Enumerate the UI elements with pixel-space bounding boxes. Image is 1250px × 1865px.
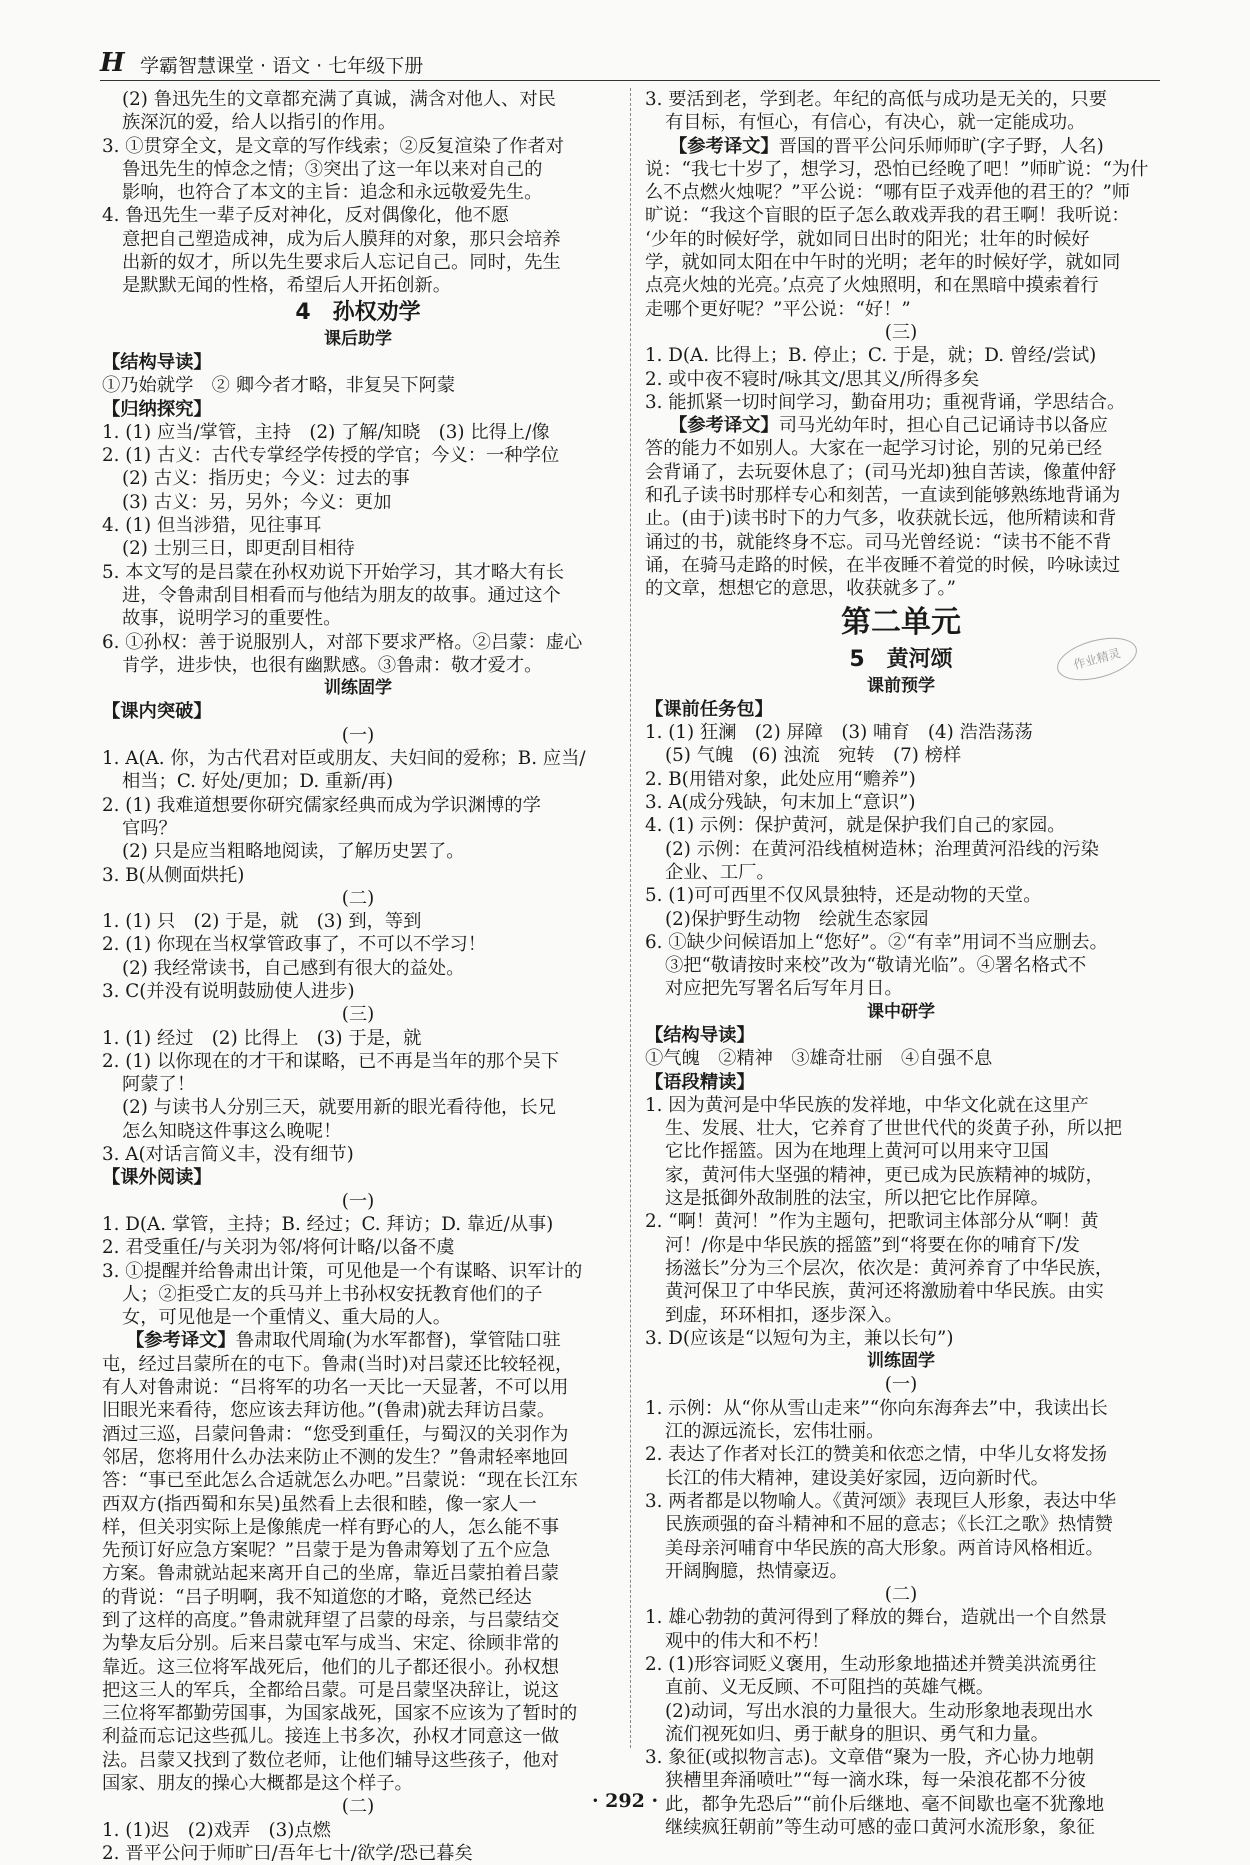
page-number: · 292 · <box>591 1790 659 1812</box>
section-title: 课中研学 <box>867 1001 935 1022</box>
text-span: 晋国的晋平公问乐师师旷(字子野，人名) <box>778 135 1104 157</box>
text-line: (2) 我经常读书，自己感到有很大的益处。 <box>122 957 465 979</box>
text-line: 和孔子读书时那样专心和刻苦，一直读到能够熟练地背诵为 <box>645 485 1121 507</box>
text-line: 阿蒙了！ <box>122 1074 196 1096</box>
watermark-stamp: 作业精灵 <box>1052 630 1141 688</box>
text-line: 先预订好应急方案呢？”吕蒙于是为鲁肃筹划了五个应急 <box>102 1540 551 1562</box>
text-line: 靠近。这三位将军战死后，他们的儿子都还很小。孙权想 <box>102 1656 560 1678</box>
lesson-title: 4 孙权劝学 <box>295 299 421 325</box>
text-line: 2. B(用错对象，此处应用“赡养”) <box>645 768 916 790</box>
text-line: (2)保护野生动物 绘就生态家园 <box>665 908 929 930</box>
text-line: 3. 要活到老，学到老。年纪的高低与成功是无关的，只要 <box>645 89 1108 110</box>
text-line: 相当；C. 好处/更加；D. 重新/再) <box>122 771 394 793</box>
text-line: 美母亲河哺育中华民族的高大形象。两首诗风格相近。 <box>665 1537 1104 1559</box>
header-title: 学霸智慧课堂 · 语文 · 七年级下册 <box>140 55 424 77</box>
text-line: 人；②拒受亡友的兵马并上书孙权安抚教育他们的子 <box>122 1283 543 1305</box>
text-line <box>102 1329 614 1352</box>
text-line: 3. B(从侧面烘托) <box>102 864 245 886</box>
text-line <box>645 414 1157 437</box>
text-line: 有目标，有恒心，有信心，有决心，就一定能成功。 <box>665 112 1086 134</box>
text-line: 是默默无闻的性格，希望后人开拓创新。 <box>122 275 452 297</box>
text-line: 止。(由于)读书时下的力气多，收获就长远，他所精读和背 <box>645 508 1117 530</box>
text-line <box>645 135 1157 158</box>
section-tag: 【课外阅读】 <box>102 1167 212 1189</box>
text-line: 2. (1) 我难道想要你研究儒家经典而成为学识渊博的学 <box>102 794 541 816</box>
text-line: 利益而忘记这些孤儿。接连上书多次，孙权才同意这一做 <box>102 1726 560 1748</box>
text-line: 为挚友后分别。后来吕蒙屯军与成当、宋定、徐顾非常的 <box>102 1633 560 1655</box>
section-tag: 【参考译文】 <box>669 415 779 437</box>
text-line: 故事，说明学习的重要性。 <box>122 608 342 630</box>
section-title: 课后助学 <box>324 328 392 349</box>
text-line: 学，就如同太阳在中午时的光明；老年的时候好学，就如同 <box>645 252 1121 274</box>
text-line: 1. (1) 只 (2) 于是，就 (3) 到，等到 <box>102 911 422 933</box>
section-tag: 【结构导读】 <box>645 1024 755 1046</box>
text-line: 观中的伟大和不朽！ <box>665 1630 830 1652</box>
unit-title: 第二单元 <box>841 604 961 640</box>
text-line: 长江的伟大精神，建设美好家园，迈向新时代。 <box>665 1467 1049 1489</box>
text-line: 西双方(指西蜀和东吴)虽然看上去很和睦，像一家人一 <box>102 1493 537 1515</box>
text-line: 开阔胸臆，热情豪迈。 <box>665 1560 848 1582</box>
text-line: 把这三人的军兵，全都给吕蒙。可是吕蒙坚决辞让，说这 <box>102 1679 560 1701</box>
text-line: 说：“我七十岁了，想学习，恐怕已经晚了吧！”师旷说：“为什 <box>645 158 1149 180</box>
text-line: 3. 象征(或拟物言志)。文章借“聚为一股，齐心协力地朝 <box>645 1747 1095 1769</box>
text-line: 2. (1) 以你现在的才干和谋略，已不再是当年的那个吴下 <box>102 1050 560 1072</box>
text-line: 2. (1) 古义：古代专掌经学传授的学官；今义：一种学位 <box>102 445 560 467</box>
text-line: 生、发展、壮大，它养育了世世代代的炎黄子孙，所以把 <box>665 1118 1123 1140</box>
section-tag: 【课前任务包】 <box>645 698 773 720</box>
text-line: 到了这样的高度。”鲁肃就拜望了吕蒙的母亲，与吕蒙结交 <box>102 1610 560 1631</box>
text-line: 4. (1) 但当涉猎，见往事耳 <box>102 515 322 537</box>
text-line: 3. A(对话言简义丰，没有细节) <box>102 1144 354 1166</box>
text-line: 点亮火烛的光亮。’点亮了火烛照明，和在黑暗中摸索着行 <box>645 275 1099 297</box>
text-line: 答的能力不如别人。大家在一起学习讨论，别的兄弟已经 <box>645 438 1103 460</box>
text-line: 鲁迅先生的悼念之情；③突出了这一年以来对自己的 <box>122 158 543 180</box>
subsection-number: (二) <box>341 887 375 909</box>
text-line: (5) 气魄 (6) 浊流 宛转 (7) 榜样 <box>665 745 962 767</box>
subsection-number: (一) <box>884 1374 918 1396</box>
text-line: 样，但关羽实际上是像熊虎一样有野心的人，怎么能不事 <box>102 1516 560 1538</box>
text-line: 诵过的书，就能终身不忘。司马光曾经说：“读书不能不背 <box>645 531 1112 553</box>
text-line: 黄河保卫了中华民族，黄河还将激励着中华民族。由实 <box>665 1281 1104 1303</box>
text-line: 1. 雄心勃勃的黄河得到了释放的舞台，造就出一个自然景 <box>645 1607 1108 1629</box>
text-line: ‘少年的时候好学，就如同日出时的阳光；壮年的时候好 <box>645 228 1090 250</box>
text-line: 族深沉的爱，给人以指引的作用。 <box>122 112 397 134</box>
text-line: 旧眼光来看待，您应该去拜访他。”(鲁肃)就去拜访吕蒙。 <box>102 1400 556 1422</box>
text-line: 对应把先写署名后写年月日。 <box>665 978 903 1000</box>
text-line: 2. 君受重任/与关羽为邻/将何计略/以备不虞 <box>102 1237 455 1259</box>
text-line: 怎么知晓这件事这么晚呢！ <box>122 1120 342 1142</box>
text-line: 直前、义无反顾、不可阻挡的英雄气概。 <box>665 1677 995 1699</box>
text-line: (2) 古义：指历史；今义：过去的事 <box>122 468 410 490</box>
text-line: 家，黄河伟大坚强的精神，更已成为民族精神的城防， <box>665 1164 1104 1186</box>
text-line: 的文章，想想它的意思，收获就多了。” <box>645 578 956 600</box>
column-divider <box>630 88 631 1748</box>
text-line: 国家、朋友的操心大概都是这个样子。 <box>102 1773 413 1795</box>
text-line: 1. (1) 应当/掌管，主持 (2) 了解/知晓 (3) 比得上/像 <box>102 421 550 443</box>
text-line: 1. 示例：从“你从雪山走来”“你向东海奔去”中，我读出长 <box>645 1397 1108 1419</box>
text-line: 3. A(成分残缺，句末加上“意识”) <box>645 792 916 814</box>
section-tag: 【归纳探究】 <box>102 398 212 420</box>
text-line: 此，都争先恐后”“前仆后继地、毫不间歇也毫不犹豫地 <box>665 1793 1105 1815</box>
text-span: 鲁肃取代周瑜(为水军都督)，掌管陆口驻 <box>235 1330 561 1352</box>
text-line: 扬滋长”分为三个层次，依次是：黄河养育了中华民族， <box>665 1257 1114 1279</box>
text-line: 的背说：“吕子明啊，我不知道您的才略，竟然已经达 <box>102 1586 532 1608</box>
section-tag: 【语段精读】 <box>645 1071 755 1093</box>
text-line: 3. ①贯穿全文，是文章的写作线索；②反复渲染了作者对 <box>102 135 565 157</box>
text-line: 肯学，进步快，也很有幽默感。③鲁肃：敬才爱才。 <box>122 654 543 676</box>
text-line: 官吗？ <box>122 817 177 839</box>
text-line: 流们视死如归、勇于献身的胆识、勇气和力量。 <box>665 1723 1049 1745</box>
text-line: 这是抵御外敌制胜的法宝，所以把它比作屏障。 <box>665 1188 1049 1210</box>
text-line: 2. (1)形容词贬义褒用，生动形象地描述并赞美洪流勇往 <box>645 1654 1097 1675</box>
text-line: 4. 鲁迅先生一辈子反对神化，反对偶像化，他不愿 <box>102 205 510 227</box>
section-title: 课前预学 <box>867 675 935 696</box>
text-line: 3. ①提醒并给鲁肃出计策，可见他是一个有谋略、识军计的 <box>102 1260 583 1282</box>
text-line: 2. 表达了作者对长江的赞美和依恋之情，中华儿女将发扬 <box>645 1444 1108 1466</box>
text-line: (2) 只是应当粗略地阅读，了解历史罢了。 <box>122 841 465 863</box>
text-line: 1. A(A. 你，为古代君对臣或朋友、夫妇间的爱称；B. 应当/ <box>102 748 586 770</box>
section-tag: 【参考译文】 <box>126 1330 236 1352</box>
text-line: 法。吕蒙又找到了数位老师，让他们辅导这些孩子，他对 <box>102 1749 560 1771</box>
text-line: 1. D(A. 比得上；B. 停止；C. 于是，就；D. 曾经/尝试) <box>645 345 1097 367</box>
text-line: 1. (1)迟 (2)戏弄 (3)点燃 <box>102 1819 331 1841</box>
text-line: 2. 晋平公问于师旷曰/吾年七十/欲学/恐已暮矣 <box>102 1842 473 1864</box>
text-line: 三位将军都勤劳国事，为国家战死，国家不应该为了暂时的 <box>102 1703 578 1725</box>
text-line: 意把自己塑造成神，成为后人膜拜的对象，那只会培养 <box>122 228 561 250</box>
text-line: 邻居，您将用什么办法来防止不测的发生？”鲁肃轻率地回 <box>102 1446 569 1468</box>
text-line: ①气魄 ②精神 ③雄奇壮丽 ④自强不息 <box>645 1048 993 1070</box>
page-header <box>100 46 1160 81</box>
section-tag: 【课内突破】 <box>102 701 212 723</box>
text-span: 司马光幼年时，担心自己记诵诗书以备应 <box>778 415 1108 437</box>
text-line: 旷说：“我这个盲眼的臣子怎么敢戏弄我的君王啊！我听说： <box>645 205 1130 227</box>
text-line: 继续疯狂朝前”等生动可感的壶口黄河水流形象，象征 <box>665 1817 1095 1839</box>
text-line: 出新的奴才，所以先生要求后人忘记自己。同时，先生 <box>122 252 561 274</box>
text-line: 酒过三巡，吕蒙问鲁肃：“您受到重任，与蜀汉的关羽作为 <box>102 1423 569 1445</box>
text-line: (2)动词，写出水浪的力量很大。生动形象地表现出水 <box>665 1700 1094 1722</box>
lesson-title: 5 黄河颂 <box>849 646 953 672</box>
left-column <box>102 88 614 1865</box>
section-title: 训练固学 <box>867 1351 935 1372</box>
right-column <box>645 88 1157 1839</box>
text-line: 河！/你是中华民族的摇篮”到“将要在你的哺育下/发 <box>665 1234 1080 1256</box>
text-line: 1. D(A. 掌管，主持；B. 经过；C. 拜访；D. 靠近/从事) <box>102 1213 554 1235</box>
text-line: 3. C(并没有说明鼓励使人进步) <box>102 980 355 1002</box>
subsection-number: (一) <box>341 1190 375 1212</box>
text-line: (3) 古义：另，另外；今义：更加 <box>122 491 392 513</box>
text-line: 2. (1) 你现在当权掌管政事了，不可以不学习！ <box>102 934 487 956</box>
text-line: 1. (1) 狂澜 (2) 屏障 (3) 哺育 (4) 浩浩荡荡 <box>645 722 1033 744</box>
text-line: 1. (1) 经过 (2) 比得上 (3) 于是，就 <box>102 1027 422 1049</box>
subsection-number: (三) <box>341 1004 375 1026</box>
text-line: 3. D(应该是“以短句为主，兼以长句”) <box>645 1327 954 1349</box>
section-tag: 【参考译文】 <box>669 135 779 157</box>
text-line: 它比作摇篮。因为在地理上黄河可以用来守卫国 <box>665 1141 1049 1163</box>
text-line: 有人对鲁肃说：“吕将军的功名一天比一天显著，不可以用 <box>102 1377 569 1399</box>
section-tag: 【结构导读】 <box>102 351 212 373</box>
text-line: 民族顽强的奋斗精神和不屈的意志；《长江之歌》热情赞 <box>665 1514 1113 1536</box>
text-line: 方案。鲁肃就站起来离开自己的坐席，靠近吕蒙拍着吕蒙 <box>102 1563 560 1585</box>
subsection-number: (二) <box>884 1584 918 1606</box>
subsection-number: (二) <box>341 1796 375 1818</box>
text-line: 诵，在骑马走路的时候，在半夜睡不着觉的时候，吟咏读过 <box>645 554 1121 576</box>
text-line: ①乃始就学 ② 卿今者才略，非复吴下阿蒙 <box>102 375 456 397</box>
text-line: ③把“敬请按时来校”改为“敬请光临”。④署名格式不 <box>665 955 1087 977</box>
text-line: 会背诵了，去玩耍休息了；(司马光却)独自苦读，像董仲舒 <box>645 461 1117 483</box>
text-line: (2) 与读书人分别三天，就要用新的眼光看待他，长兄 <box>122 1097 556 1119</box>
text-line: 1. 因为黄河是中华民族的发祥地，中华文化就在这里产 <box>645 1094 1089 1116</box>
text-line: 么不点燃火烛呢？”平公说：“哪有臣子戏弄他的君王的？”师 <box>645 182 1131 204</box>
subsection-number: (三) <box>884 321 918 343</box>
text-line: 5. (1)可可西里不仅风景独特，还是动物的天堂。 <box>645 885 1042 907</box>
text-line: 女，可见他是一个重情义、重大局的人。 <box>122 1307 452 1329</box>
text-line: (2) 鲁迅先生的文章都充满了真诚，满含对他人、对民 <box>122 89 556 110</box>
text-line: 狭槽里奔涌喷吐”“每一滴水珠，每一朵浪花都不分彼 <box>665 1770 1086 1792</box>
text-line: 5. 本文写的是吕蒙在孙权劝说下开始学习，其才略大有长 <box>102 561 565 583</box>
text-line: 3. 两者都是以物喻人。《黄河颂》表现巨人形象，表达中华 <box>645 1490 1117 1512</box>
text-line: 到虚，环环相扣，逐步深入。 <box>665 1304 903 1326</box>
text-line: 6. ①孙权：善于说服别人，对部下要求严格。②吕蒙：虚心 <box>102 631 583 653</box>
text-line: 企业、工厂。 <box>665 861 775 883</box>
text-line: 走哪个更好呢？”平公说：“好！” <box>645 298 911 320</box>
text-line: 答：“事已至此怎么合适就怎么办吧。”吕蒙说：“现在长江东 <box>102 1470 578 1492</box>
text-line: (2) 示例：在黄河沿线植树造林；治理黄河沿线的污染 <box>665 838 1099 860</box>
section-title: 训练固学 <box>324 678 392 699</box>
text-line: 2. “啊！黄河！”作为主题句，把歌词主体部分从“啊！黄 <box>645 1211 1099 1233</box>
text-line: 4. (1) 示例：保护黄河，就是保护我们自己的家园。 <box>645 815 1066 837</box>
text-line: 进，令鲁肃刮目相看而与他结为朋友的故事。通过这个 <box>122 584 561 606</box>
text-line: 屯，经过吕蒙所在的屯下。鲁肃(当时)对吕蒙还比较轻视， <box>102 1353 574 1375</box>
text-line: 6. ①缺少问候语加上“您好”。②“有幸”用词不当应删去。 <box>645 931 1108 953</box>
text-line: (2) 士别三日，即更刮目相待 <box>122 538 355 560</box>
subsection-number: (一) <box>341 724 375 746</box>
text-line: 3. 能抓紧一切时间学习，勤奋用功；重视背诵，学思结合。 <box>645 391 1126 413</box>
text-line: 江的源远流长，宏伟壮丽。 <box>665 1421 885 1443</box>
text-line: 2. 或中夜不寝时/咏其文/思其义/所得多矣 <box>645 368 980 390</box>
logo-icon: H <box>100 48 122 78</box>
text-line: 影响，也符合了本文的主旨：追念和永远敬爱先生。 <box>122 182 543 204</box>
